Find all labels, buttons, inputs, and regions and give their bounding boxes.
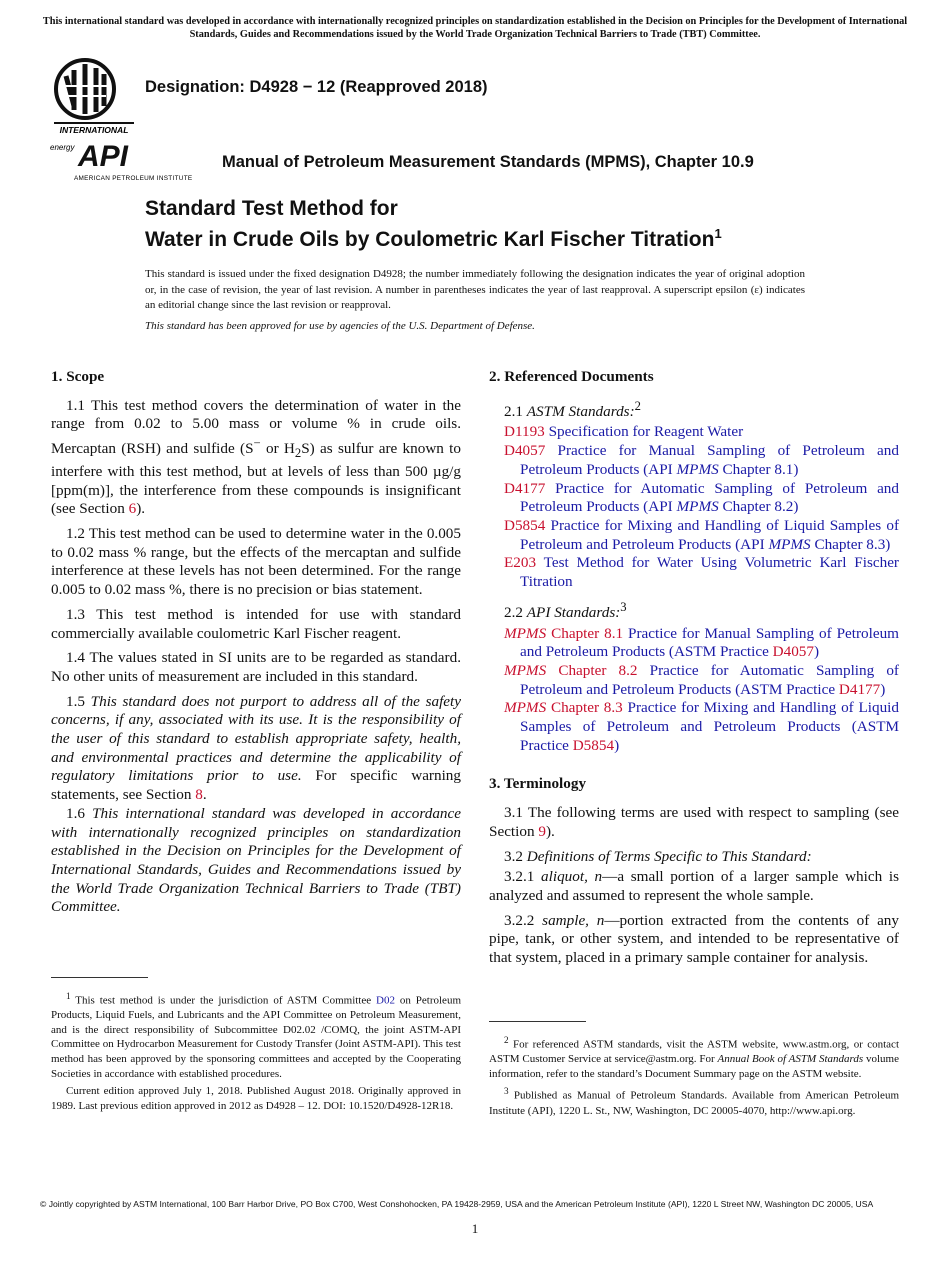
reference-item[interactable]: D1193 Specification for Reagent Water xyxy=(504,423,744,441)
scope-1-1: 1.1 This test method covers the determination of water in the range from 0.02 to 5.00 mass or volume % in crude oils. Mercaptan (RSH) and sulfide (S− or $H_2S$) as sulfur are known to interfere with this test method, but at levels of less than 500 µg/g [ppm(m)], the interference from these compounds is insignificant (see Section 6). xyxy=(51,396,461,518)
footnote-rule-right xyxy=(489,1021,586,1022)
api-logo-text: AMERICAN PETROLEUM INSTITUTE xyxy=(74,175,193,182)
footnote-rule-left xyxy=(51,977,148,978)
mpms-chapter: Manual of Petroleum Measurement Standards (MPMS), Chapter 10.9 xyxy=(222,153,754,171)
api-standards-heading: 2.2 API Standards:$^3$ xyxy=(504,599,627,621)
section-referenced-docs-heading: 2. Referenced Documents xyxy=(489,368,654,385)
title-line-2: Water in Crude Oils by Coulometric Karl Fischer Titration xyxy=(145,228,715,251)
reference-item[interactable]: MPMS Chapter 8.1 Practice for Manual Sampling of Petroleum and Petroleum Products (ASTM Practice D4057) xyxy=(504,624,899,661)
api-reference-list xyxy=(489,625,899,756)
designation-note: This standard is issued under the fixed designation D4928; the number immediately following the designation indicates the year of original adoption or, in the case of revision, the year of last revision. A number in parentheses indicates the year of last reapproval. A superscript epsilon (ε) indicates an editorial change since the last revision or reapproval. xyxy=(145,268,805,311)
section-8-link[interactable]: 8 xyxy=(195,786,203,804)
scope-1-4: 1.4 The values stated in SI units are to be regarded as standard. No other units of measurement are included in this standard. xyxy=(51,649,461,685)
dod-approval-note: This standard has been approved for use by agencies of the U.S. Department of Defense. xyxy=(145,320,535,332)
section-9-link[interactable]: 9 xyxy=(538,822,546,840)
scope-1-3: 1.3 This test method is intended for use with standard commercially available coulometric Karl Fischer reagent. xyxy=(51,605,461,642)
committee-d02-link[interactable]: D02 xyxy=(376,994,395,1007)
scope-1-6: 1.6 This international standard was developed in accordance with internationally recognized principles on standardization established in the Decision on Principles for the Development of International Standards, Guides and Recommendations issued by the World Trade Organization Technical Barriers to Trade (TBT) Committee. xyxy=(51,804,462,916)
left-column xyxy=(51,368,461,923)
astm-standards-heading: 2.1 ASTM Standards:$^2$ xyxy=(504,398,641,420)
footnote-1: $^1$ This test method is under the jurisdiction of ASTM Committee D02 on Petroleum Products, Liquid Fuels, and Lubricants and the API Committee on Petroleum Measurement, and is the direct responsibility of Subcommittee D02.02 /COMQ, the joint ASTM-API Committee on Hydrocarbon Measurement for Custody Transfer (Joint ASTM-API). This test method has been approved by the sponsoring committees and accepted by the Cooperating Societies in accordance with established procedures. xyxy=(51,991,461,1080)
copyright-footer: © Jointly copyrighted by ASTM International, 100 Barr Harbor Drive, PO Box C700, West Conshohocken, PA 19428-2959, USA and the American Petroleum Institute (API), 1220 L Street NW, Washington DC 20005, USA xyxy=(40,1199,874,1209)
reference-item[interactable]: MPMS Chapter 8.2 Practice for Automatic Sampling of Petroleum and Petroleum Products (ASTM Practice D4177) xyxy=(504,661,899,698)
section-terminology-heading: 3. Terminology xyxy=(489,775,587,793)
svg-text:API: API xyxy=(78,140,129,173)
astm-logo-text: INTERNATIONAL xyxy=(59,125,129,134)
reference-item[interactable]: E203 Test Method for Water Using Volumetric Karl Fischer Titration xyxy=(504,554,899,591)
footnote-2: $^2$ For referenced ASTM standards, visit the ASTM website, www.astm.org, or contact ASTM Customer Service at service@astm.org. For Annual Book of ASTM Standards volume information, refer to the standard’s Document Summary page on the ASTM website. xyxy=(489,1035,899,1080)
terminology-3-2-2: 3.2.2 sample, n—portion extracted from the contents of any pipe, tank, or other system, and intended to be representative of that system, placed in a primary sample container for analysis. xyxy=(489,911,899,967)
footnote-3: $^3$ Published as Manual of Petroleum Standards. Available from American Petroleum Institute (API), 1220 L. St., NW, Washington, DC 20005-4070, http://www.api.org. xyxy=(489,1086,899,1117)
document-title xyxy=(145,196,905,252)
reference-item[interactable]: D5854 Practice for Mixing and Handling of Liquid Samples of Petroleum and Petroleum Products (API MPMS Chapter 8.3) xyxy=(504,516,900,553)
astm-logo xyxy=(52,56,134,134)
api-logo-small-text: energy xyxy=(50,143,75,152)
terminology-3-2-1: 3.2.1 aliquot, n—a small portion of a larger sample which is analyzed and assumed to represent the whole sample. xyxy=(489,868,899,904)
scope-1-2: 1.2 This test method can be used to determine water in the 0.005 to 0.02 mass % range, but the effects of the mercaptan and sulfide interference at these levels has not been determined. For the range 0.005 to 0.02 mass %, there is no precision or bias statement. xyxy=(51,525,461,599)
api-logo xyxy=(50,140,212,184)
title-line-1: Standard Test Method for xyxy=(145,197,398,220)
reference-item[interactable]: D4177 Practice for Automatic Sampling of Petroleum and Petroleum Products (API MPMS Chapter 8.2) xyxy=(504,479,899,516)
section-6-link[interactable]: 6 xyxy=(128,500,137,518)
designation: Designation: D4928 − 12 (Reapproved 2018) xyxy=(145,78,488,96)
section-scope-heading: 1. Scope xyxy=(51,368,105,385)
footnote-1-edition: Current edition approved July 1, 2018. Published August 2018. Originally approved in 1989. Last previous edition approved in 2012 as D4928 – 12. DOI: 10.1520/D4928-12R18. xyxy=(51,1085,461,1112)
right-column xyxy=(489,368,899,974)
footnotes-right xyxy=(489,1033,899,1121)
tbt-notice: This international standard was developed in accordance with internationally recognized principles on standardization established in the Decision on Principles for the Development of International Standards, Guides and Recommendations issued by the World Trade Organization Technical Barriers to Trade (TBT) Committee. xyxy=(42,16,908,40)
page-number: 1 xyxy=(471,1221,479,1236)
scope-1-5: 1.5 This standard does not purport to address all of the safety concerns, if any, associated with its use. It is the responsibility of the user of this standard to establish appropriate safety, health, and environmental practices and determine the applicability of regulatory limitations prior to use. For specific warning statements, see Section 8. xyxy=(51,692,462,804)
footnotes-left xyxy=(51,989,461,1116)
title-footnote-mark[interactable]: 1 xyxy=(714,226,722,241)
astm-reference-list xyxy=(489,423,899,591)
terminology-3-2: 3.2 Definitions of Terms Specific to This Standard: xyxy=(504,847,812,865)
reference-item[interactable]: D4057 Practice for Manual Sampling of Petroleum and Petroleum Products (API MPMS Chapter 8.1) xyxy=(504,442,899,478)
reference-item[interactable]: MPMS Chapter 8.3 Practice for Mixing and Handling of Liquid Samples of Petroleum and Petroleum Products (ASTM Practice D5854) xyxy=(504,699,899,754)
terminology-3-1: 3.1 The following terms are used with respect to sampling (see Section 9). xyxy=(489,804,899,840)
